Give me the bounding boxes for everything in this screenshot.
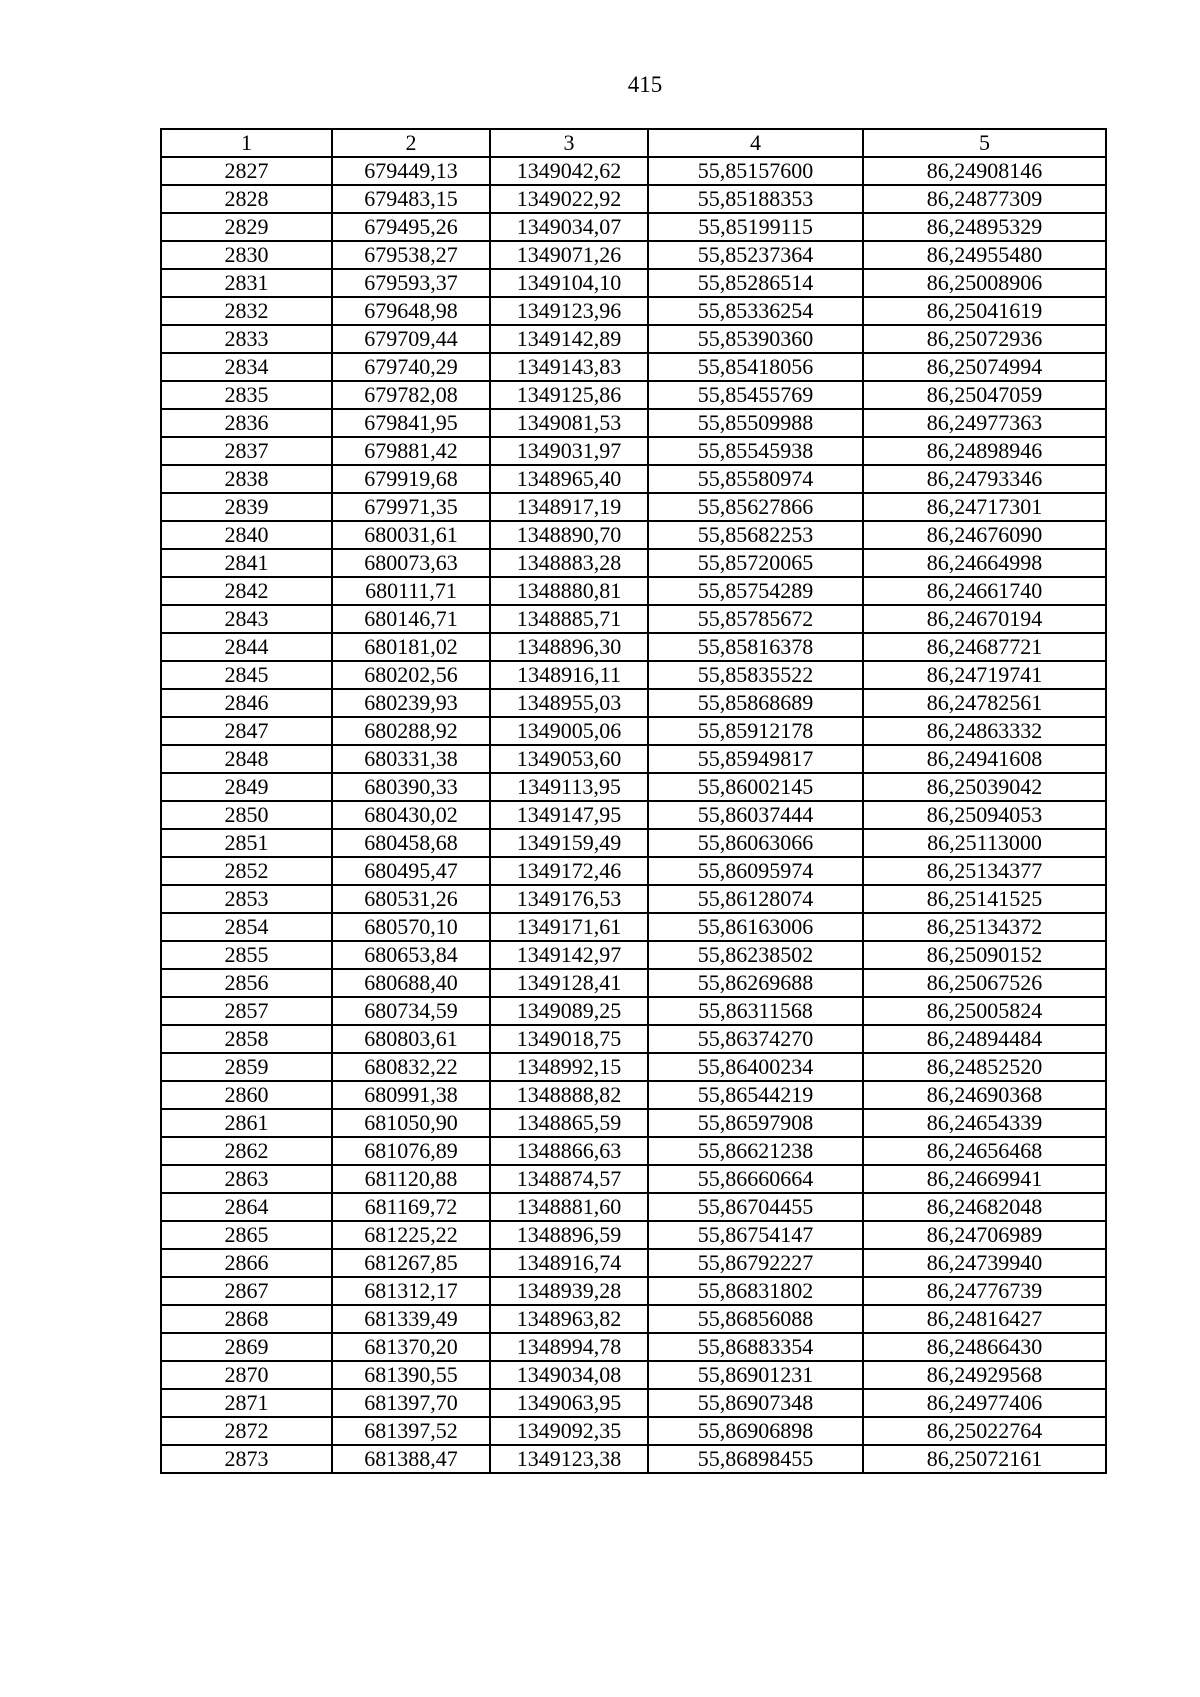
table-row xyxy=(161,829,1106,857)
table-cell: 681312,17 xyxy=(332,1277,490,1305)
table-cell: 86,25041619 xyxy=(863,297,1106,325)
table-cell: 86,24776739 xyxy=(863,1277,1106,1305)
table-cell: 1348994,78 xyxy=(490,1333,648,1361)
table-cell: 1349142,89 xyxy=(490,325,648,353)
table-cell: 2847 xyxy=(161,717,332,745)
table-cell: 679495,26 xyxy=(332,213,490,241)
table-cell: 55,85237364 xyxy=(648,241,863,269)
table-cell: 2828 xyxy=(161,185,332,213)
table-cell: 86,24690368 xyxy=(863,1081,1106,1109)
table-cell: 55,86660664 xyxy=(648,1165,863,1193)
table-cell: 1349176,53 xyxy=(490,885,648,913)
table-cell: 680653,84 xyxy=(332,941,490,969)
table-row xyxy=(161,717,1106,745)
table-cell: 55,86544219 xyxy=(648,1081,863,1109)
table-cell: 1349125,86 xyxy=(490,381,648,409)
table-cell: 55,85418056 xyxy=(648,353,863,381)
table-cell: 680734,59 xyxy=(332,997,490,1025)
table-cell: 1348890,70 xyxy=(490,521,648,549)
table-cell: 86,24894484 xyxy=(863,1025,1106,1053)
table-row xyxy=(161,157,1106,185)
table-cell: 680570,10 xyxy=(332,913,490,941)
table-cell: 55,85627866 xyxy=(648,493,863,521)
table-cell: 55,85720065 xyxy=(648,549,863,577)
table-row xyxy=(161,353,1106,381)
table-row xyxy=(161,241,1106,269)
table-cell: 55,85912178 xyxy=(648,717,863,745)
column-header: 3 xyxy=(490,129,648,157)
table-cell: 680181,02 xyxy=(332,633,490,661)
table-cell: 86,24719741 xyxy=(863,661,1106,689)
table-cell: 55,86311568 xyxy=(648,997,863,1025)
table-cell: 86,24977363 xyxy=(863,409,1106,437)
table-cell: 2853 xyxy=(161,885,332,913)
table-cell: 2836 xyxy=(161,409,332,437)
table-cell: 2850 xyxy=(161,801,332,829)
table-cell: 55,86898455 xyxy=(648,1445,863,1473)
table-cell: 1348896,30 xyxy=(490,633,648,661)
table-row xyxy=(161,1333,1106,1361)
table-row xyxy=(161,1445,1106,1473)
table-cell: 1349031,97 xyxy=(490,437,648,465)
table-cell: 679483,15 xyxy=(332,185,490,213)
table-cell: 86,25008906 xyxy=(863,269,1106,297)
table-cell: 2868 xyxy=(161,1305,332,1333)
table-cell: 1349104,10 xyxy=(490,269,648,297)
table-cell: 55,85509988 xyxy=(648,409,863,437)
table-cell: 86,24782561 xyxy=(863,689,1106,717)
table-cell: 1348881,60 xyxy=(490,1193,648,1221)
column-header: 4 xyxy=(648,129,863,157)
table-cell: 2863 xyxy=(161,1165,332,1193)
table-row xyxy=(161,185,1106,213)
table-cell: 2837 xyxy=(161,437,332,465)
table-cell: 86,24877309 xyxy=(863,185,1106,213)
table-row xyxy=(161,577,1106,605)
table-cell: 86,25113000 xyxy=(863,829,1106,857)
table-cell: 680239,93 xyxy=(332,689,490,717)
coordinates-table xyxy=(160,128,1107,1474)
table-cell: 1348955,03 xyxy=(490,689,648,717)
table-cell: 680430,02 xyxy=(332,801,490,829)
table-cell: 680202,56 xyxy=(332,661,490,689)
table-cell: 55,85188353 xyxy=(648,185,863,213)
table-cell: 86,24977406 xyxy=(863,1389,1106,1417)
table-cell: 1349128,41 xyxy=(490,969,648,997)
table-cell: 1348965,40 xyxy=(490,465,648,493)
table-cell: 1349071,26 xyxy=(490,241,648,269)
column-header: 2 xyxy=(332,129,490,157)
table-row xyxy=(161,1389,1106,1417)
table-cell: 55,86002145 xyxy=(648,773,863,801)
table-cell: 680331,38 xyxy=(332,745,490,773)
table-cell: 1349005,06 xyxy=(490,717,648,745)
table-cell: 680688,40 xyxy=(332,969,490,997)
table-cell: 1348939,28 xyxy=(490,1277,648,1305)
table-row xyxy=(161,773,1106,801)
table-cell: 2844 xyxy=(161,633,332,661)
table-row xyxy=(161,745,1106,773)
table-cell: 2829 xyxy=(161,213,332,241)
page-number: 415 xyxy=(627,72,663,97)
table-cell: 55,86400234 xyxy=(648,1053,863,1081)
table-cell: 86,24816427 xyxy=(863,1305,1106,1333)
table-cell: 1349022,92 xyxy=(490,185,648,213)
table-cell: 1348896,59 xyxy=(490,1221,648,1249)
table-cell: 2841 xyxy=(161,549,332,577)
table-row xyxy=(161,1249,1106,1277)
table-cell: 2848 xyxy=(161,745,332,773)
table-cell: 2827 xyxy=(161,157,332,185)
table-cell: 86,24941608 xyxy=(863,745,1106,773)
table-cell: 1349092,35 xyxy=(490,1417,648,1445)
table-row xyxy=(161,325,1106,353)
table-row xyxy=(161,913,1106,941)
table-row xyxy=(161,493,1106,521)
table-cell: 55,85580974 xyxy=(648,465,863,493)
table-cell: 55,85816378 xyxy=(648,633,863,661)
table-row xyxy=(161,801,1106,829)
table-row xyxy=(161,1193,1106,1221)
table-cell: 681388,47 xyxy=(332,1445,490,1473)
table-cell: 2830 xyxy=(161,241,332,269)
table-cell: 86,25094053 xyxy=(863,801,1106,829)
table-cell: 1349113,95 xyxy=(490,773,648,801)
table-row xyxy=(161,1081,1106,1109)
table-cell: 55,86269688 xyxy=(648,969,863,997)
table-cell: 86,25090152 xyxy=(863,941,1106,969)
table-cell: 55,85157600 xyxy=(648,157,863,185)
table-cell: 86,24669941 xyxy=(863,1165,1106,1193)
table-cell: 1348917,19 xyxy=(490,493,648,521)
table-row xyxy=(161,941,1106,969)
column-header: 5 xyxy=(863,129,1106,157)
table-cell: 680288,92 xyxy=(332,717,490,745)
table-cell: 1348880,81 xyxy=(490,577,648,605)
table-row xyxy=(161,857,1106,885)
table-row xyxy=(161,1221,1106,1249)
table-body xyxy=(161,157,1106,1473)
table-cell: 55,86163006 xyxy=(648,913,863,941)
table-cell: 679919,68 xyxy=(332,465,490,493)
table-row xyxy=(161,1165,1106,1193)
table-cell: 1349089,25 xyxy=(490,997,648,1025)
table-cell: 680073,63 xyxy=(332,549,490,577)
table-cell: 1349147,95 xyxy=(490,801,648,829)
table-cell: 2839 xyxy=(161,493,332,521)
table-cell: 55,86831802 xyxy=(648,1277,863,1305)
table-cell: 1349171,61 xyxy=(490,913,648,941)
table-cell: 1349063,95 xyxy=(490,1389,648,1417)
table-cell: 2862 xyxy=(161,1137,332,1165)
table-cell: 679971,35 xyxy=(332,493,490,521)
table-cell: 86,24661740 xyxy=(863,577,1106,605)
table-cell: 681370,20 xyxy=(332,1333,490,1361)
table-cell: 680832,22 xyxy=(332,1053,490,1081)
table-cell: 86,25074994 xyxy=(863,353,1106,381)
table-cell: 55,86754147 xyxy=(648,1221,863,1249)
table-cell: 55,85286514 xyxy=(648,269,863,297)
table-cell: 1348883,28 xyxy=(490,549,648,577)
table-cell: 1349034,07 xyxy=(490,213,648,241)
table-row xyxy=(161,1053,1106,1081)
table-cell: 2843 xyxy=(161,605,332,633)
table-cell: 1349172,46 xyxy=(490,857,648,885)
table-cell: 679538,27 xyxy=(332,241,490,269)
table-row xyxy=(161,1025,1106,1053)
table-cell: 2846 xyxy=(161,689,332,717)
table-cell: 2852 xyxy=(161,857,332,885)
table-cell: 1348865,59 xyxy=(490,1109,648,1137)
table-row xyxy=(161,1361,1106,1389)
table-cell: 1348888,82 xyxy=(490,1081,648,1109)
table-cell: 86,24863332 xyxy=(863,717,1106,745)
table-row xyxy=(161,605,1106,633)
table-cell: 86,24676090 xyxy=(863,521,1106,549)
table-row xyxy=(161,997,1106,1025)
table-cell: 86,24717301 xyxy=(863,493,1106,521)
table-row xyxy=(161,661,1106,689)
table-cell: 55,86856088 xyxy=(648,1305,863,1333)
table-row xyxy=(161,1305,1106,1333)
table-cell: 679648,98 xyxy=(332,297,490,325)
table-cell: 86,24664998 xyxy=(863,549,1106,577)
table-cell: 2849 xyxy=(161,773,332,801)
table-row xyxy=(161,465,1106,493)
table-cell: 55,86704455 xyxy=(648,1193,863,1221)
table-cell: 679881,42 xyxy=(332,437,490,465)
table-cell: 86,24687721 xyxy=(863,633,1106,661)
column-header: 1 xyxy=(161,129,332,157)
table-cell: 86,25072936 xyxy=(863,325,1106,353)
table-cell: 2866 xyxy=(161,1249,332,1277)
table-cell: 2834 xyxy=(161,353,332,381)
table-row xyxy=(161,969,1106,997)
table-cell: 86,24682048 xyxy=(863,1193,1106,1221)
table-cell: 55,85785672 xyxy=(648,605,863,633)
table-cell: 681076,89 xyxy=(332,1137,490,1165)
table-cell: 2851 xyxy=(161,829,332,857)
table-cell: 2835 xyxy=(161,381,332,409)
table-cell: 2833 xyxy=(161,325,332,353)
table-cell: 679709,44 xyxy=(332,325,490,353)
table-cell: 2869 xyxy=(161,1333,332,1361)
table-cell: 2872 xyxy=(161,1417,332,1445)
table-cell: 680031,61 xyxy=(332,521,490,549)
table-cell: 55,86037444 xyxy=(648,801,863,829)
table-row xyxy=(161,521,1106,549)
table-cell: 55,86597908 xyxy=(648,1109,863,1137)
table-cell: 2855 xyxy=(161,941,332,969)
table-cell: 55,85199115 xyxy=(648,213,863,241)
table-row xyxy=(161,269,1106,297)
table-cell: 2840 xyxy=(161,521,332,549)
table-cell: 55,85949817 xyxy=(648,745,863,773)
table-cell: 679841,95 xyxy=(332,409,490,437)
table-cell: 680803,61 xyxy=(332,1025,490,1053)
table-cell: 86,25072161 xyxy=(863,1445,1106,1473)
table-cell: 679740,29 xyxy=(332,353,490,381)
table-cell: 680991,38 xyxy=(332,1081,490,1109)
table-cell: 86,24656468 xyxy=(863,1137,1106,1165)
table-cell: 679593,37 xyxy=(332,269,490,297)
table-cell: 1348916,74 xyxy=(490,1249,648,1277)
table-cell: 86,24929568 xyxy=(863,1361,1106,1389)
table-cell: 2857 xyxy=(161,997,332,1025)
table-cell: 1348874,57 xyxy=(490,1165,648,1193)
table-cell: 2861 xyxy=(161,1109,332,1137)
table-cell: 86,25047059 xyxy=(863,381,1106,409)
table-cell: 680146,71 xyxy=(332,605,490,633)
table-cell: 681339,49 xyxy=(332,1305,490,1333)
table-cell: 681120,88 xyxy=(332,1165,490,1193)
table-cell: 55,85336254 xyxy=(648,297,863,325)
table-row xyxy=(161,381,1106,409)
table-row xyxy=(161,213,1106,241)
table-cell: 55,85682253 xyxy=(648,521,863,549)
table-cell: 2832 xyxy=(161,297,332,325)
table-cell: 86,24793346 xyxy=(863,465,1106,493)
table-cell: 1348963,82 xyxy=(490,1305,648,1333)
table-cell: 2854 xyxy=(161,913,332,941)
table-cell: 2831 xyxy=(161,269,332,297)
table-cell: 55,86621238 xyxy=(648,1137,863,1165)
table-cell: 55,86128074 xyxy=(648,885,863,913)
table-cell: 86,24908146 xyxy=(863,157,1106,185)
table-cell: 86,25067526 xyxy=(863,969,1106,997)
table-cell: 1349123,96 xyxy=(490,297,648,325)
table-cell: 2867 xyxy=(161,1277,332,1305)
table-cell: 1348992,15 xyxy=(490,1053,648,1081)
table-cell: 1349159,49 xyxy=(490,829,648,857)
table-cell: 1349034,08 xyxy=(490,1361,648,1389)
table-cell: 2860 xyxy=(161,1081,332,1109)
table-cell: 1348885,71 xyxy=(490,605,648,633)
table-cell: 55,86901231 xyxy=(648,1361,863,1389)
table-cell: 55,86907348 xyxy=(648,1389,863,1417)
table-cell: 55,85868689 xyxy=(648,689,863,717)
table-cell: 1349042,62 xyxy=(490,157,648,185)
table-cell: 1349143,83 xyxy=(490,353,648,381)
table-cell: 680495,47 xyxy=(332,857,490,885)
table-row xyxy=(161,437,1106,465)
table-cell: 55,86238502 xyxy=(648,941,863,969)
table-cell: 1349018,75 xyxy=(490,1025,648,1053)
table-cell: 679782,08 xyxy=(332,381,490,409)
table-cell: 681169,72 xyxy=(332,1193,490,1221)
table-cell: 86,25134377 xyxy=(863,857,1106,885)
table-cell: 681397,52 xyxy=(332,1417,490,1445)
table-cell: 55,86906898 xyxy=(648,1417,863,1445)
table-cell: 86,24706989 xyxy=(863,1221,1106,1249)
table-cell: 2871 xyxy=(161,1389,332,1417)
table-row xyxy=(161,297,1106,325)
table-cell: 86,25141525 xyxy=(863,885,1106,913)
table-row xyxy=(161,409,1106,437)
table-cell: 681397,70 xyxy=(332,1389,490,1417)
table-cell: 55,86374270 xyxy=(648,1025,863,1053)
table-cell: 1349142,97 xyxy=(490,941,648,969)
table-header-row xyxy=(161,129,1106,157)
table-cell: 1349123,38 xyxy=(490,1445,648,1473)
table-cell: 2859 xyxy=(161,1053,332,1081)
table-cell: 86,25134372 xyxy=(863,913,1106,941)
table-cell: 2873 xyxy=(161,1445,332,1473)
table-cell: 2842 xyxy=(161,577,332,605)
table-cell: 2856 xyxy=(161,969,332,997)
table-cell: 1349053,60 xyxy=(490,745,648,773)
table-cell: 2858 xyxy=(161,1025,332,1053)
table-cell: 680531,26 xyxy=(332,885,490,913)
table-cell: 2870 xyxy=(161,1361,332,1389)
table-row xyxy=(161,885,1106,913)
table-cell: 86,24670194 xyxy=(863,605,1106,633)
table-row xyxy=(161,1277,1106,1305)
table-cell: 86,24654339 xyxy=(863,1109,1106,1137)
table-cell: 86,24895329 xyxy=(863,213,1106,241)
table-cell: 1349081,53 xyxy=(490,409,648,437)
table-row xyxy=(161,633,1106,661)
table-cell: 681050,90 xyxy=(332,1109,490,1137)
table-cell: 55,85835522 xyxy=(648,661,863,689)
table-cell: 680111,71 xyxy=(332,577,490,605)
table-row xyxy=(161,689,1106,717)
table-cell: 55,85390360 xyxy=(648,325,863,353)
table-cell: 55,86095974 xyxy=(648,857,863,885)
table-cell: 1348866,63 xyxy=(490,1137,648,1165)
table-cell: 55,85754289 xyxy=(648,577,863,605)
table-cell: 681390,55 xyxy=(332,1361,490,1389)
table-cell: 1348916,11 xyxy=(490,661,648,689)
table-cell: 86,24898946 xyxy=(863,437,1106,465)
table-cell: 681225,22 xyxy=(332,1221,490,1249)
table-cell: 55,85455769 xyxy=(648,381,863,409)
table-cell: 55,85545938 xyxy=(648,437,863,465)
table-cell: 86,25039042 xyxy=(863,773,1106,801)
table-cell: 86,25022764 xyxy=(863,1417,1106,1445)
table-cell: 681267,85 xyxy=(332,1249,490,1277)
table-cell: 680390,33 xyxy=(332,773,490,801)
table-cell: 55,86792227 xyxy=(648,1249,863,1277)
table-cell: 2838 xyxy=(161,465,332,493)
table-cell: 680458,68 xyxy=(332,829,490,857)
table-cell: 55,86883354 xyxy=(648,1333,863,1361)
table-cell: 679449,13 xyxy=(332,157,490,185)
table-cell: 86,25005824 xyxy=(863,997,1106,1025)
table-row xyxy=(161,1137,1106,1165)
table-row xyxy=(161,1417,1106,1445)
table-cell: 2845 xyxy=(161,661,332,689)
table-cell: 86,24866430 xyxy=(863,1333,1106,1361)
table-cell: 2865 xyxy=(161,1221,332,1249)
table-cell: 86,24852520 xyxy=(863,1053,1106,1081)
table-cell: 86,24955480 xyxy=(863,241,1106,269)
table-cell: 86,24739940 xyxy=(863,1249,1106,1277)
table-row xyxy=(161,1109,1106,1137)
table-cell: 2864 xyxy=(161,1193,332,1221)
table-cell: 55,86063066 xyxy=(648,829,863,857)
table-row xyxy=(161,549,1106,577)
